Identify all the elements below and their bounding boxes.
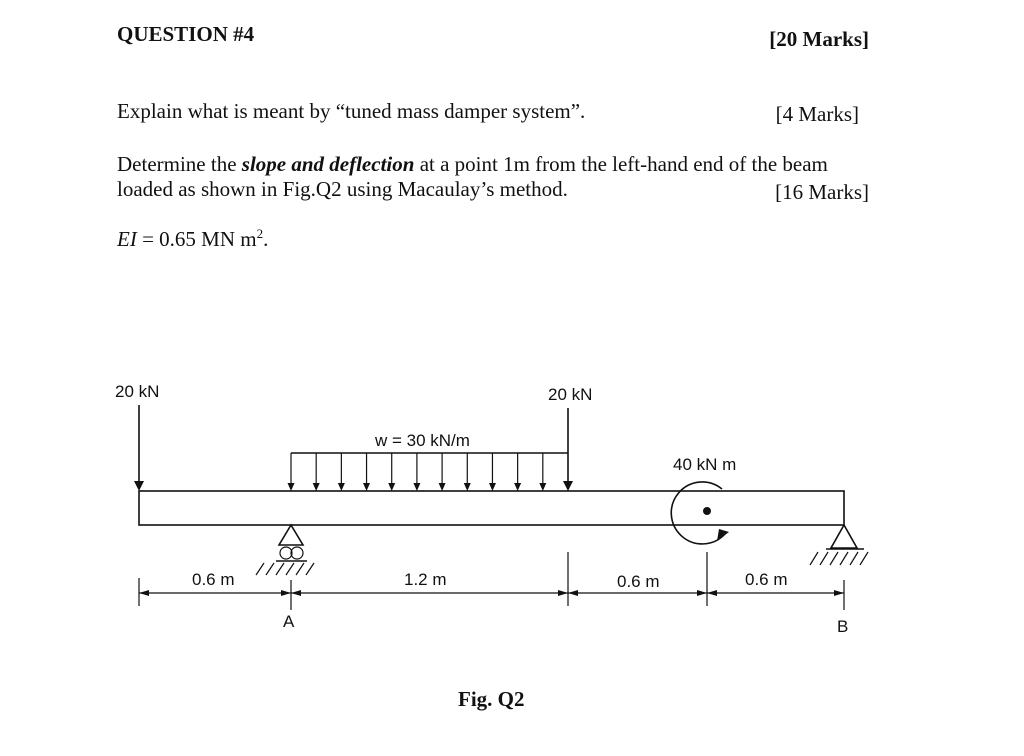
beam <box>139 491 844 525</box>
dimension-label-1: 0.6 m <box>192 570 235 589</box>
udl-arrow-head <box>464 483 471 491</box>
point-load-left-label: 20 kN <box>115 382 160 401</box>
support-b-label: B <box>837 617 849 636</box>
distributed-load-label: w = 30 kN/m <box>375 431 470 450</box>
part-b-marks: [16 Marks] <box>775 180 869 204</box>
point-load-mid-label: 20 kN <box>548 385 593 404</box>
question-marks: [20 Marks] <box>769 27 869 51</box>
dimension-label-2: 1.2 m <box>404 570 447 589</box>
part-b-prefix: Determine the <box>117 152 242 176</box>
ei-value: = 0.65 MN m <box>136 227 257 251</box>
dimension-label-3: 0.6 m <box>617 572 660 591</box>
ei-power: 2 <box>256 226 264 241</box>
udl-arrow-head <box>288 483 295 491</box>
part-a-marks: [4 Marks] <box>775 102 859 126</box>
dimension-label-4: 0.6 m <box>745 570 788 589</box>
udl-arrow-head <box>338 483 345 491</box>
applied-moment-label: 40 kN m <box>673 455 737 474</box>
part-b-suffix: at a point 1m from the left-hand end of the beam <box>414 152 828 176</box>
dimension-lines <box>139 552 844 610</box>
udl-arrow-head <box>313 483 320 491</box>
udl-arrow-head <box>439 483 446 491</box>
udl-arrow-head <box>514 483 521 491</box>
udl-arrow-head <box>489 483 496 491</box>
udl-arrow-head <box>413 483 420 491</box>
part-b-emphasis: slope and deflection <box>241 152 415 176</box>
ei-end: . <box>263 227 269 251</box>
ei-symbol: EI <box>117 227 137 251</box>
question-title: QUESTION #4 <box>117 22 255 46</box>
support-b-pin <box>810 525 868 565</box>
part-b-line-2: loaded as shown in Fig.Q2 using Macaulay’s method. <box>117 177 568 201</box>
figure-caption: Fig. Q2 <box>458 687 525 711</box>
point-load-mid <box>563 408 573 491</box>
support-a-roller <box>256 525 314 575</box>
udl-arrow-head <box>388 483 395 491</box>
support-a-label: A <box>283 612 295 631</box>
udl-arrow-head <box>363 483 370 491</box>
udl-arrow-head <box>539 483 546 491</box>
distributed-load <box>288 453 569 491</box>
part-a-text: Explain what is meant by “tuned mass damper system”. <box>117 99 586 123</box>
point-load-left <box>134 405 144 491</box>
